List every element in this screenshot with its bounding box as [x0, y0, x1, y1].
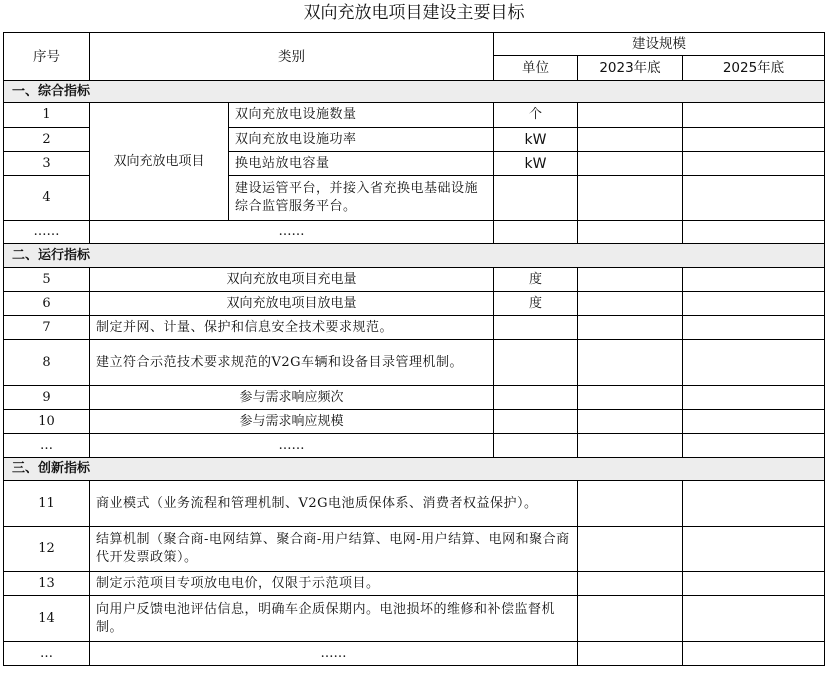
row-unit: 个 [494, 103, 578, 128]
row-unit [494, 316, 578, 340]
row-2025 [683, 128, 825, 152]
row-2023 [578, 176, 683, 221]
row-2025 [683, 642, 825, 666]
header-scale: 建设规模 [494, 33, 825, 56]
table-row [4, 386, 825, 410]
row-item: 双向充放电项目放电量 [90, 292, 494, 316]
row-2023 [578, 316, 683, 340]
row-2023 [578, 128, 683, 152]
header-row [4, 33, 825, 56]
row-number: 8 [4, 340, 90, 386]
section-row [4, 458, 825, 481]
row-number: 9 [4, 386, 90, 410]
row-2025 [683, 527, 825, 572]
row-2025 [683, 176, 825, 221]
row-group: 双向充放电项目 [90, 103, 229, 221]
table-row [4, 410, 825, 434]
header-category: 类别 [90, 33, 494, 81]
row-2023 [578, 292, 683, 316]
header-2025: 2025年底 [683, 56, 825, 81]
row-item: 制定并网、计量、保护和信息安全技术要求规范。 [90, 316, 494, 340]
table-row [4, 268, 825, 292]
row-number: 4 [4, 176, 90, 221]
row-item: 换电站放电容量 [229, 152, 494, 176]
row-number: 6 [4, 292, 90, 316]
table-title: 双向充放电项目建设主要目标 [303, 3, 525, 23]
row-item: 建立符合示范技术要求规范的V2G车辆和设备目录管理机制。 [90, 340, 494, 386]
row-2025 [683, 596, 825, 642]
table-row [4, 527, 825, 572]
row-unit [494, 386, 578, 410]
row-item: 参与需求响应频次 [90, 386, 494, 410]
row-number: 1 [4, 103, 90, 128]
row-number: 10 [4, 410, 90, 434]
row-unit [494, 176, 578, 221]
row-item: 制定示范项目专项放电电价，仅限于示范项目。 [90, 572, 578, 596]
row-2025 [683, 481, 825, 527]
row-number: 11 [4, 481, 90, 527]
row-unit: 度 [494, 292, 578, 316]
table-row [4, 316, 825, 340]
row-item: 结算机制（聚合商-电网结算、聚合商-用户结算、电网-用户结算、电网和聚合商代开发票政策）。 [90, 527, 578, 572]
row-2023 [578, 103, 683, 128]
row-2025 [683, 103, 825, 128]
header-seq: 序号 [4, 33, 90, 81]
table-row [4, 340, 825, 386]
row-2025 [683, 340, 825, 386]
header-unit: 单位 [494, 56, 578, 81]
row-item: 建设运管平台，并接入省充换电基础设施综合监管服务平台。 [229, 176, 494, 221]
row-unit [494, 410, 578, 434]
row-2025 [683, 434, 825, 458]
row-unit: kW [494, 152, 578, 176]
row-unit [494, 434, 578, 458]
row-2023 [578, 268, 683, 292]
row-number: 13 [4, 572, 90, 596]
row-2023 [578, 221, 683, 244]
row-unit [494, 221, 578, 244]
section-title: 二、运行指标 [4, 244, 825, 268]
row-number: … [4, 434, 90, 458]
row-item: 参与需求响应规模 [90, 410, 494, 434]
row-number: …… [4, 221, 90, 244]
table-row [4, 103, 825, 128]
section-row [4, 244, 825, 268]
row-item: 双向充放电设施功率 [229, 128, 494, 152]
table-row [4, 596, 825, 642]
section-row [4, 81, 825, 103]
table-row [4, 572, 825, 596]
row-2023 [578, 596, 683, 642]
row-number: … [4, 642, 90, 666]
row-number: 7 [4, 316, 90, 340]
row-item: 向用户反馈电池评估信息，明确车企质保期内。电池损坏的维修和补偿监督机制。 [90, 596, 578, 642]
section-title: 三、创新指标 [4, 458, 825, 481]
row-2025 [683, 316, 825, 340]
row-item: …… [90, 221, 494, 244]
row-2025 [683, 152, 825, 176]
table-row [4, 292, 825, 316]
table-row [4, 481, 825, 527]
table-row [4, 434, 825, 458]
row-item: 双向充放电设施数量 [229, 103, 494, 128]
row-number: 2 [4, 128, 90, 152]
row-2025 [683, 410, 825, 434]
row-unit [494, 340, 578, 386]
header-2023: 2023年底 [578, 56, 683, 81]
row-unit: 度 [494, 268, 578, 292]
row-item: …… [90, 434, 494, 458]
row-2023 [578, 642, 683, 666]
row-2025 [683, 221, 825, 244]
row-2025 [683, 268, 825, 292]
targets-table [3, 32, 825, 666]
section-title: 一、综合指标 [4, 81, 825, 103]
row-item: 双向充放电项目充电量 [90, 268, 494, 292]
row-2023 [578, 340, 683, 386]
row-item: …… [90, 642, 578, 666]
row-2023 [578, 481, 683, 527]
row-2023 [578, 152, 683, 176]
row-number: 14 [4, 596, 90, 642]
row-2025 [683, 292, 825, 316]
row-2023 [578, 572, 683, 596]
table-row [4, 221, 825, 244]
row-2025 [683, 572, 825, 596]
row-number: 12 [4, 527, 90, 572]
row-item: 商业模式（业务流程和管理机制、V2G电池质保体系、消费者权益保护）。 [90, 481, 578, 527]
table-row [4, 642, 825, 666]
row-2023 [578, 410, 683, 434]
row-number: 3 [4, 152, 90, 176]
row-unit: kW [494, 128, 578, 152]
row-2025 [683, 386, 825, 410]
row-2023 [578, 527, 683, 572]
row-2023 [578, 386, 683, 410]
row-2023 [578, 434, 683, 458]
row-number: 5 [4, 268, 90, 292]
